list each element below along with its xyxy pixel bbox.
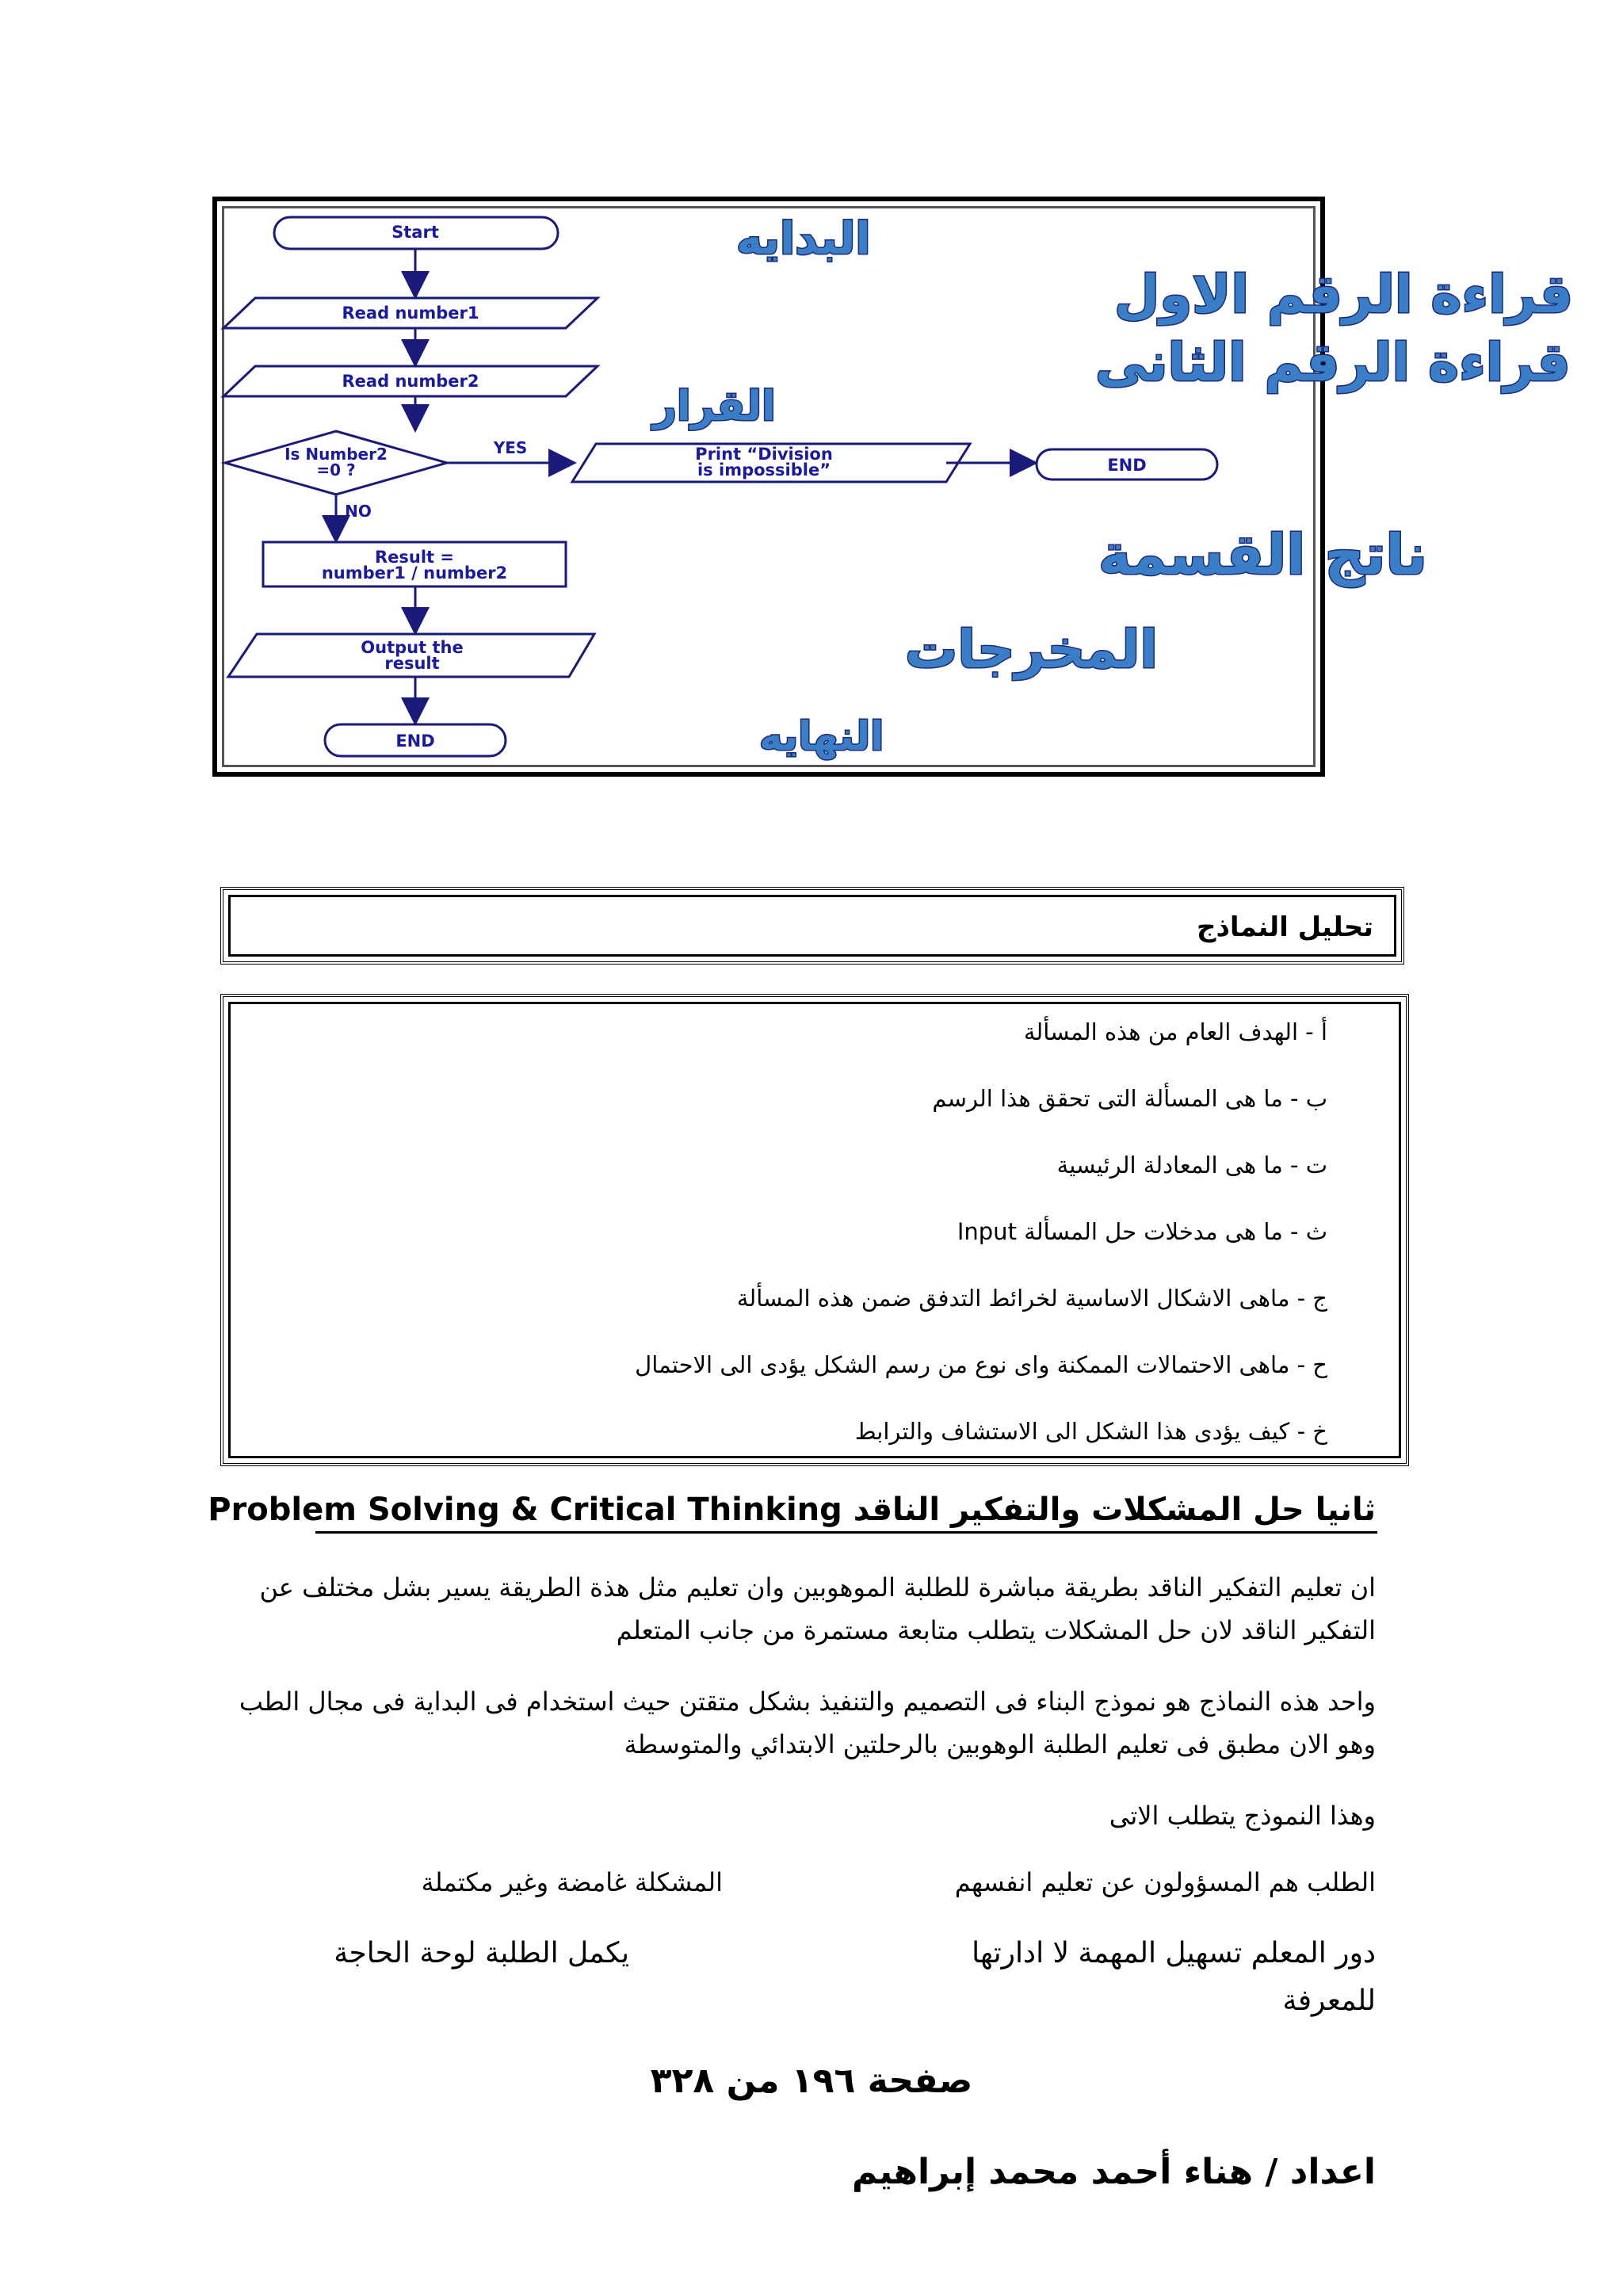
ar-start-label: البدايه bbox=[736, 213, 871, 265]
print-label-line2: is impossible” bbox=[697, 460, 831, 479]
paragraph-3: وهذا النموذج يتطلب الاتى bbox=[1109, 1801, 1376, 1831]
author-credit: اعداد / هناء أحمد محمد إبراهيم bbox=[852, 2152, 1376, 2192]
output-label-line1: Output the bbox=[361, 638, 464, 657]
end-right-label: END bbox=[1107, 456, 1147, 475]
analysis-title-box bbox=[220, 887, 1404, 965]
ar-decision-label: القرار bbox=[653, 383, 776, 430]
requirement-left-2: يكمل الطلبة لوحة الحاجة bbox=[334, 1937, 629, 1969]
section-heading: ثانيا حل المشكلات والتفكير الناقد Problem Solving & Critical Thinking bbox=[208, 1492, 1376, 1528]
question-item: ح - ماهى الاحتمالات الممكنة واى نوع من رسم الشكل يؤدى الى الاحتمال bbox=[635, 1351, 1327, 1378]
question-item: ت - ما هى المعادلة الرئيسية bbox=[1056, 1152, 1327, 1179]
questions-box-inner bbox=[228, 1002, 1401, 1458]
no-label: NO bbox=[345, 502, 372, 521]
question-item: ب - ما هى المسألة التى تحقق هذا الرسم bbox=[932, 1085, 1327, 1112]
question-item: أ - الهدف العام من هذه المسألة bbox=[1023, 1018, 1327, 1045]
paragraph-1-line-2: التفكير الناقد لان حل المشكلات يتطلب متابعة مستمرة من جانب المتعلم bbox=[616, 1615, 1376, 1645]
requirement-right-1: الطلب هم المسؤولون عن تعليم انفسهم bbox=[954, 1867, 1376, 1897]
ar-read2-label: قراءة الرقم الثانى bbox=[1095, 332, 1571, 393]
analysis-title-box-inner bbox=[228, 895, 1396, 957]
print-label-line1: Print “Division bbox=[695, 445, 833, 464]
ar-read1-label: قراءة الرقم الاول bbox=[1114, 264, 1574, 325]
ar-output-label: المخرجات bbox=[905, 619, 1158, 680]
paragraph-2-line-2: وهو الان مطبق فى تعليم الطلبة الوهوبين بالرحلتين الابتدائي والمتوسطة bbox=[624, 1729, 1376, 1759]
read2-label: Read number2 bbox=[342, 372, 479, 391]
yes-label: YES bbox=[493, 438, 528, 457]
read1-label: Read number1 bbox=[342, 304, 479, 323]
flowchart-figure bbox=[212, 197, 1574, 777]
flowchart-svg bbox=[217, 201, 1574, 772]
paragraph-1-line-1: ان تعليم التفكير الناقد بطريقة مباشرة للطلبة الموهوبين وان تعليم مثل هذة الطريقة يسير بشل مختلف عن bbox=[259, 1572, 1376, 1603]
paragraph-2-line-1: واحد هذه النماذج هو نموذج البناء فى التصميم والتنفيذ بشكل متقتن حيث استخدام فى البداية فى مجال الطب bbox=[239, 1687, 1376, 1717]
ar-end-label: النهايه bbox=[759, 713, 884, 759]
section-heading-underline bbox=[315, 1531, 1377, 1534]
start-label: Start bbox=[391, 223, 439, 242]
ar-result-label: ناتج القسمة bbox=[1098, 522, 1427, 587]
question-item: ث - ما هى مدخلات حل المسألة Input bbox=[957, 1218, 1327, 1245]
question-item: خ - كيف يؤدى هذا الشكل الى الاستشاف والترابط bbox=[854, 1418, 1327, 1445]
requirement-right-2-line-2: للمعرفة bbox=[1282, 1985, 1376, 2017]
output-label-line2: result bbox=[384, 654, 440, 673]
analysis-title: تحليل النماذج bbox=[1196, 911, 1373, 943]
requirement-left-1: المشكلة غامضة وغير مكتملة bbox=[421, 1867, 723, 1897]
decision-label-line1: Is Number2 bbox=[285, 445, 388, 464]
questions-box bbox=[220, 994, 1409, 1466]
question-item: ج - ماهى الاشكال الاساسية لخرائط التدفق ضمن هذه المسألة bbox=[736, 1285, 1327, 1312]
decision-label-line2: =0 ? bbox=[316, 460, 356, 479]
end-bottom-label: END bbox=[395, 732, 435, 751]
page-number: صفحة ١٩٦ من ٣٢٨ bbox=[650, 2061, 973, 2101]
requirement-right-2-line-1: دور المعلم تسهيل المهمة لا ادارتها bbox=[972, 1937, 1376, 1969]
result-label-line2: number1 / number2 bbox=[321, 563, 508, 583]
result-label-line1: Result = bbox=[374, 548, 455, 567]
